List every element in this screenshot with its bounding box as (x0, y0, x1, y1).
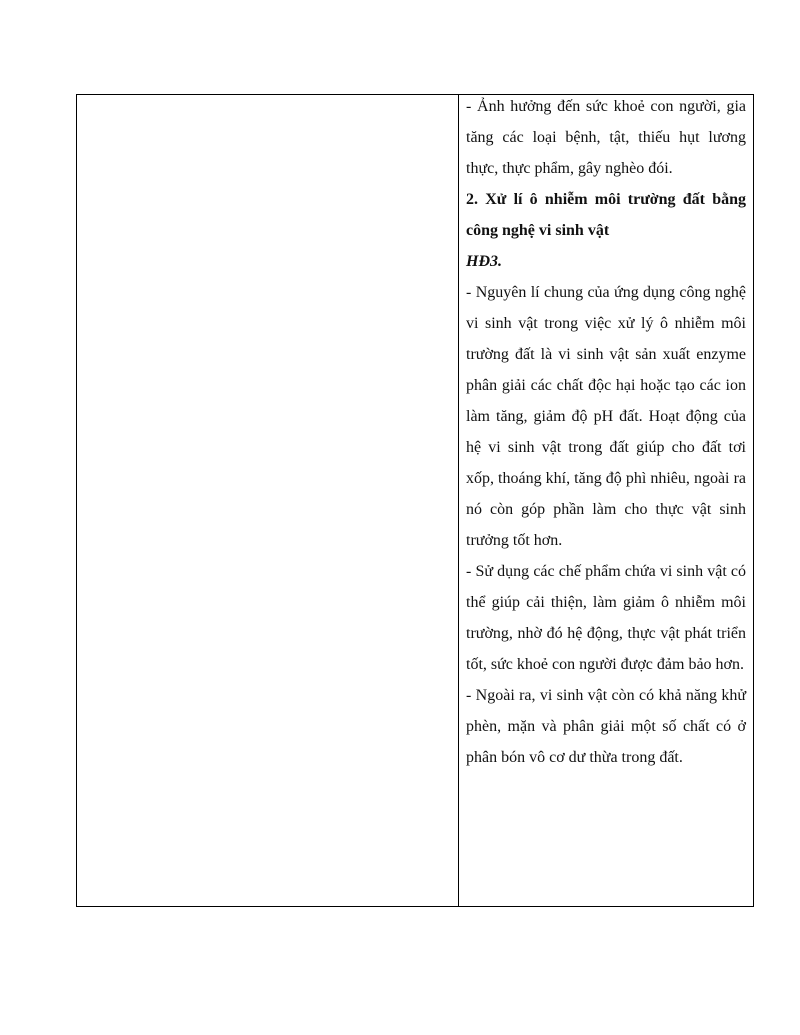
paragraph-principle: - Nguyên lí chung của ứng dụng công nghệ vi sinh vật trong việc xử lý ô nhiễm môi trường đất là vi sinh vật sản xuất enzyme phân giải các chất độc hại hoặc tạo các ion làm tăng, giảm độ pH đất. Hoạt động của hệ vi sinh vật trong đất giúp cho đất tơi xốp, thoáng khí, tăng độ phì nhiêu, ngoài ra nó còn góp phần làm cho thực vật sinh trưởng tốt hơn. (466, 284, 746, 549)
table-left-cell (77, 95, 459, 906)
activity-label: HĐ3. (466, 253, 502, 270)
content-table (76, 94, 754, 907)
table-right-cell (459, 95, 753, 906)
paragraph-preparations: - Sử dụng các chế phẩm chứa vi sinh vật có thể giúp cải thiện, làm giảm ô nhiễm môi trường, nhờ đó hệ động, thực vật phát triển tốt, sức khoẻ con người được đảm bảo hơn. (466, 563, 746, 673)
paragraph-health-impact: - Ảnh hưởng đến sức khoẻ con người, gia tăng các loại bệnh, tật, thiếu hụt lương thực, thực phẩm, gây nghèo đói. (466, 98, 746, 177)
section-heading: 2. Xử lí ô nhiễm môi trường đất bằng công nghệ vi sinh vật (466, 191, 746, 239)
paragraph-additional: - Ngoài ra, vi sinh vật còn có khả năng khử phèn, mặn và phân giải một số chất có ở phân bón vô cơ dư thừa trong đất. (466, 687, 746, 766)
